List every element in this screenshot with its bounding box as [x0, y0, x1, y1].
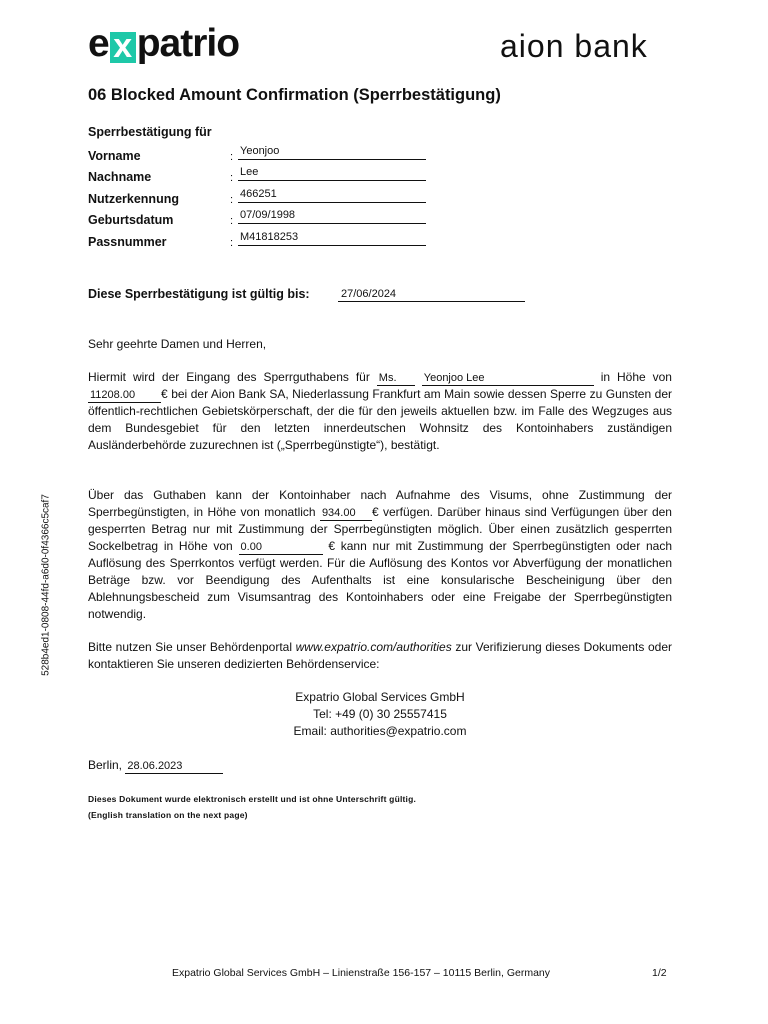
field-label: Nutzerkennung: [88, 192, 179, 206]
field-value: Yeonjoo: [238, 145, 426, 160]
paragraph-text: Bitte nutzen Sie unser Behördenportal: [88, 640, 292, 654]
footer-address: Expatrio Global Services GmbH – Linienstraße 156-157 – 10115 Berlin, Germany: [172, 967, 550, 979]
field-row-vorname: [88, 147, 428, 167]
paragraph-text: Über das Guthaben kann der Kontoinhaber nach Aufnahme des Visums, ohne Zustimmung der Sperrbegünstigten, in Höhe von monatlich: [88, 488, 672, 519]
paragraph-text: zur Verifizierung dieses Dokuments oder kontaktieren Sie unseren dedizierten Behördenservice:: [88, 640, 672, 671]
electronic-document-note: Dieses Dokument wurde elektronisch erstellt und ist ohne Unterschrift gültig.: [88, 794, 417, 804]
field-colon: :: [230, 172, 234, 184]
translation-note: (English translation on the next page): [88, 810, 248, 820]
authorities-portal-link[interactable]: www.expatrio.com/authorities: [295, 640, 452, 654]
aion-bank-logo: aion bank: [500, 28, 648, 64]
field-colon: :: [230, 237, 234, 249]
paragraph-text: € bei der Aion Bank SA, Niederlassung Frankfurt am Main sowie dessen Sperre zu Gunsten der öffentlich-rechtlichen Gebietskörperschaft, der die für den jeweils aktuellen bzw. im Falle des Wegzuges aus dem Bundesgebiet für den letzten innerdeutschen Wohnsitz des Kontoinhabers zuständigen Ausländerbehörde zuzurechnen ist („Sperrbegünstigte“), bestätigt.: [88, 387, 672, 452]
monthly-amount-field: 934.00: [320, 507, 372, 521]
field-row-nachname: [88, 168, 428, 188]
company-name: Expatrio Global Services GmbH: [295, 690, 465, 704]
field-value: 466251: [238, 188, 426, 203]
logo-text-patrio: patrio: [136, 22, 240, 65]
account-holder-name-field: Yeonjoo Lee: [422, 372, 594, 386]
field-value: Lee: [238, 166, 426, 181]
base-amount-field: 0.00: [239, 541, 323, 555]
expatrio-logo: [88, 22, 239, 66]
page-number: 1/2: [652, 967, 667, 979]
place: Berlin,: [88, 758, 123, 772]
paragraph-verification: [88, 639, 672, 673]
paragraph-text: € verfügen. Darüber hinaus sind Verfügungen über den gesperrten Betrag nur mit Zustimmung der Sperrbegünstigten möglich. Über einen zusätzlich gesperrten Sockelbetrag in Höhe von: [88, 505, 672, 553]
paragraph-text: € kann nur mit Zustimmung der Sperrbegünstigten oder nach Auflösung des Sperrkontos verfügt werden. Für die Auflösung des Kontos vor Abverfügung der monatlichen Beträge bzw. vor Beendigung des Aufenthalts ist eine konsularische Bescheinigung über den Ablehnungsbescheid zum Visumsantrag des Kontoinhabers oder eine Freigabe der Sperrbegünstigten notwendig.: [88, 539, 672, 621]
company-phone: Tel: +49 (0) 30 25557415: [313, 707, 447, 721]
field-colon: :: [230, 215, 234, 227]
field-label: Passnummer: [88, 235, 167, 249]
place-date: [88, 758, 223, 774]
paragraph-withdrawal: [88, 487, 672, 623]
deposit-amount-field: 11208.00: [88, 389, 161, 403]
field-colon: :: [230, 151, 234, 163]
form-heading: Sperrbestätigung für: [88, 125, 212, 139]
document-title: 06 Blocked Amount Confirmation (Sperrbestätigung): [88, 86, 501, 104]
field-label: Nachname: [88, 170, 152, 184]
field-colon: :: [230, 194, 234, 206]
issue-date-field: 28.06.2023: [125, 760, 223, 774]
field-value: M41818253: [238, 231, 426, 246]
validity-label: Diese Sperrbestätigung ist gültig bis:: [88, 287, 310, 301]
field-label: Geburtsdatum: [88, 213, 174, 227]
logo-x-box: [110, 26, 136, 65]
validity-date: 27/06/2024: [338, 288, 525, 302]
salutation: Sehr geehrte Damen und Herren,: [88, 337, 267, 351]
paragraph-text: Hiermit wird der Eingang des Sperrguthabens für: [88, 370, 370, 384]
field-row-passnummer: [88, 233, 428, 253]
field-label: Vorname: [88, 149, 141, 163]
paragraph-text: in Höhe von: [600, 370, 672, 384]
field-value: 07/09/1998: [238, 209, 426, 224]
document-id-vertical: 528b4ed1-0808-44fd-a6d0-0f4366c5caf7: [40, 494, 52, 676]
paragraph-deposit: [88, 369, 672, 454]
logo-text-x: x: [113, 26, 133, 65]
field-row-nutzerkennung: [88, 190, 428, 210]
field-row-geburtsdatum: [88, 211, 428, 231]
company-email: Email: authorities@expatrio.com: [293, 724, 467, 738]
logo-text-e: e: [88, 22, 109, 65]
salutation-title-field: Ms.: [377, 372, 415, 386]
company-contact-block: [88, 689, 672, 740]
